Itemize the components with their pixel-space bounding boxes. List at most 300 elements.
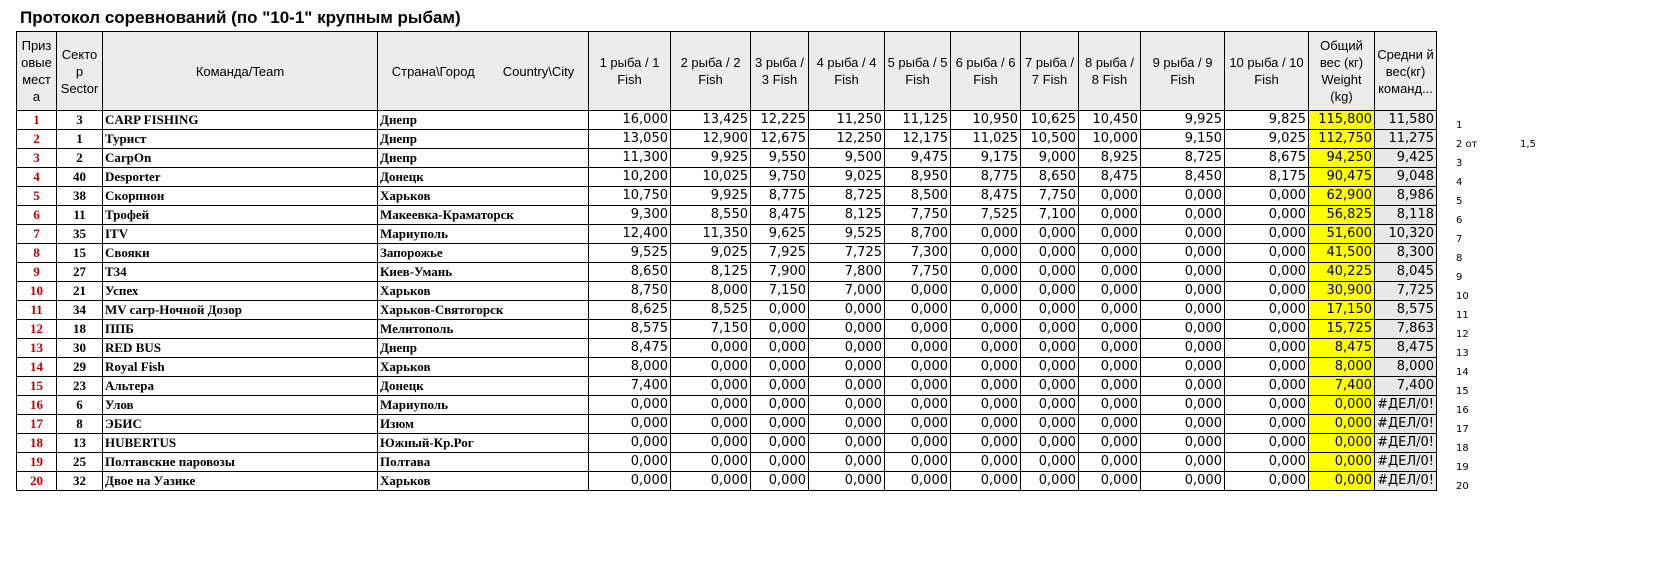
header-row bbox=[17, 32, 1437, 111]
fish-weight-cell: 7,100 bbox=[1021, 206, 1079, 225]
fish-weight-cell: 0,000 bbox=[1225, 206, 1309, 225]
side-extra-value: 1,5 bbox=[1520, 139, 1536, 150]
sector-cell: 2 bbox=[57, 149, 103, 168]
fish-weight-cell: 0,000 bbox=[1225, 434, 1309, 453]
fish-weight-cell: 9,525 bbox=[589, 244, 671, 263]
side-row bbox=[1456, 230, 1576, 249]
fish-weight-cell: 0,000 bbox=[751, 434, 809, 453]
sector-cell: 6 bbox=[57, 396, 103, 415]
total-weight-cell: 0,000 bbox=[1309, 472, 1375, 491]
place-cell: 14 bbox=[17, 358, 57, 377]
sector-cell: 35 bbox=[57, 225, 103, 244]
fish-weight-cell: 0,000 bbox=[1141, 244, 1225, 263]
city-cell: Харьков bbox=[378, 358, 589, 377]
fish-weight-cell: 0,000 bbox=[1141, 282, 1225, 301]
city-cell: Запорожье bbox=[378, 244, 589, 263]
team-cell: CARP FISHING bbox=[103, 111, 378, 130]
avg-weight-cell: 8,045 bbox=[1375, 263, 1437, 282]
fish-weight-cell: 10,200 bbox=[589, 168, 671, 187]
sector-cell: 15 bbox=[57, 244, 103, 263]
side-number: 13 bbox=[1456, 348, 1469, 359]
total-weight-cell: 17,150 bbox=[1309, 301, 1375, 320]
fish-weight-cell: 0,000 bbox=[1225, 187, 1309, 206]
city-cell: Днепр bbox=[378, 149, 589, 168]
fish-weight-cell: 0,000 bbox=[951, 377, 1021, 396]
side-number: 12 bbox=[1456, 329, 1469, 340]
fish-weight-cell: 9,025 bbox=[671, 244, 751, 263]
fish-weight-cell: 0,000 bbox=[1021, 225, 1079, 244]
col-header-city bbox=[378, 32, 589, 111]
team-cell: Royal Fish bbox=[103, 358, 378, 377]
col-header-avg-weight: Средни й вес(кг) команд... bbox=[1375, 32, 1437, 111]
fish-weight-cell: 0,000 bbox=[1021, 472, 1079, 491]
fish-weight-cell: 0,000 bbox=[1079, 339, 1141, 358]
avg-weight-cell: 9,048 bbox=[1375, 168, 1437, 187]
fish-weight-cell: 8,475 bbox=[589, 339, 671, 358]
fish-weight-cell: 0,000 bbox=[1141, 339, 1225, 358]
page-title: Протокол соревнований (по "10-1" крупным рыбам) bbox=[20, 8, 461, 27]
table-row bbox=[17, 320, 1437, 339]
place-cell: 16 bbox=[17, 396, 57, 415]
avg-weight-cell: 8,118 bbox=[1375, 206, 1437, 225]
place-cell: 4 bbox=[17, 168, 57, 187]
fish-weight-cell: 0,000 bbox=[1079, 320, 1141, 339]
side-numbers bbox=[1456, 116, 1576, 496]
fish-weight-cell: 0,000 bbox=[1021, 339, 1079, 358]
place-cell: 10 bbox=[17, 282, 57, 301]
col-header-fish-9: 9 рыба / 9 Fish bbox=[1141, 32, 1225, 111]
place-cell: 8 bbox=[17, 244, 57, 263]
fish-weight-cell: 0,000 bbox=[1141, 187, 1225, 206]
place-cell: 7 bbox=[17, 225, 57, 244]
fish-weight-cell: 9,300 bbox=[589, 206, 671, 225]
fish-weight-cell: 11,250 bbox=[809, 111, 885, 130]
fish-weight-cell: 0,000 bbox=[1225, 244, 1309, 263]
fish-weight-cell: 7,525 bbox=[951, 206, 1021, 225]
fish-weight-cell: 0,000 bbox=[1021, 415, 1079, 434]
team-cell: Скорпион bbox=[103, 187, 378, 206]
fish-weight-cell: 0,000 bbox=[1021, 282, 1079, 301]
fish-weight-cell: 0,000 bbox=[1141, 415, 1225, 434]
side-row bbox=[1456, 439, 1576, 458]
fish-weight-cell: 0,000 bbox=[1225, 396, 1309, 415]
total-weight-cell: 0,000 bbox=[1309, 396, 1375, 415]
fish-weight-cell: 9,750 bbox=[751, 168, 809, 187]
fish-weight-cell: 0,000 bbox=[1141, 453, 1225, 472]
team-cell: Альтера bbox=[103, 377, 378, 396]
fish-weight-cell: 0,000 bbox=[1225, 225, 1309, 244]
team-cell: MV carp-Ночной Дозор bbox=[103, 301, 378, 320]
fish-weight-cell: 0,000 bbox=[885, 453, 951, 472]
side-number: 19 bbox=[1456, 462, 1469, 473]
fish-weight-cell: 0,000 bbox=[1079, 187, 1141, 206]
fish-weight-cell: 8,000 bbox=[671, 282, 751, 301]
fish-weight-cell: 8,750 bbox=[589, 282, 671, 301]
fish-weight-cell: 0,000 bbox=[1021, 377, 1079, 396]
city-cell: Киев-Умань bbox=[378, 263, 589, 282]
side-number: 4 bbox=[1456, 177, 1463, 188]
fish-weight-cell: 0,000 bbox=[1141, 206, 1225, 225]
fish-weight-cell: 9,025 bbox=[1225, 130, 1309, 149]
fish-weight-cell: 8,175 bbox=[1225, 168, 1309, 187]
fish-weight-cell: 8,575 bbox=[589, 320, 671, 339]
fish-weight-cell: 9,150 bbox=[1141, 130, 1225, 149]
side-row bbox=[1456, 154, 1576, 173]
place-cell: 11 bbox=[17, 301, 57, 320]
fish-weight-cell: 8,125 bbox=[809, 206, 885, 225]
fish-weight-cell: 0,000 bbox=[951, 320, 1021, 339]
table-row bbox=[17, 225, 1437, 244]
city-cell: Донецк bbox=[378, 377, 589, 396]
fish-weight-cell: 9,525 bbox=[809, 225, 885, 244]
side-number: 3 bbox=[1456, 158, 1463, 169]
team-cell: Т34 bbox=[103, 263, 378, 282]
city-cell: Мариуполь bbox=[378, 396, 589, 415]
total-weight-cell: 56,825 bbox=[1309, 206, 1375, 225]
fish-weight-cell: 8,475 bbox=[951, 187, 1021, 206]
table-row bbox=[17, 472, 1437, 491]
sector-cell: 3 bbox=[57, 111, 103, 130]
fish-weight-cell: 7,800 bbox=[809, 263, 885, 282]
fish-weight-cell: 8,725 bbox=[1141, 149, 1225, 168]
sector-cell: 1 bbox=[57, 130, 103, 149]
col-header-fish-3: 3 рыба / 3 Fish bbox=[751, 32, 809, 111]
avg-weight-cell: #ДЕЛ/0! bbox=[1375, 472, 1437, 491]
team-cell: Свояки bbox=[103, 244, 378, 263]
fish-weight-cell: 0,000 bbox=[1079, 415, 1141, 434]
fish-weight-cell: 0,000 bbox=[1079, 396, 1141, 415]
total-weight-cell: 8,000 bbox=[1309, 358, 1375, 377]
side-number: 2 от bbox=[1456, 139, 1478, 150]
fish-weight-cell: 7,900 bbox=[751, 263, 809, 282]
place-cell: 15 bbox=[17, 377, 57, 396]
team-cell: Двое на Уазике bbox=[103, 472, 378, 491]
avg-weight-cell: 8,575 bbox=[1375, 301, 1437, 320]
city-cell: Донецк bbox=[378, 168, 589, 187]
team-cell: Трофей bbox=[103, 206, 378, 225]
fish-weight-cell: 0,000 bbox=[589, 415, 671, 434]
place-cell: 12 bbox=[17, 320, 57, 339]
side-row bbox=[1456, 382, 1576, 401]
team-cell: ППБ bbox=[103, 320, 378, 339]
side-row bbox=[1456, 173, 1576, 192]
place-cell: 5 bbox=[17, 187, 57, 206]
fish-weight-cell: 0,000 bbox=[885, 396, 951, 415]
fish-weight-cell: 0,000 bbox=[809, 358, 885, 377]
fish-weight-cell: 0,000 bbox=[1141, 301, 1225, 320]
col-header-fish-6: 6 рыба / 6 Fish bbox=[951, 32, 1021, 111]
table-row bbox=[17, 206, 1437, 225]
fish-weight-cell: 0,000 bbox=[885, 415, 951, 434]
table-row bbox=[17, 301, 1437, 320]
team-cell: ITV bbox=[103, 225, 378, 244]
fish-weight-cell: 0,000 bbox=[1021, 358, 1079, 377]
fish-weight-cell: 7,150 bbox=[671, 320, 751, 339]
col-header-place: Приз овые мест а bbox=[17, 32, 57, 111]
city-cell: Днепр bbox=[378, 130, 589, 149]
fish-weight-cell: 0,000 bbox=[1079, 244, 1141, 263]
fish-weight-cell: 9,475 bbox=[885, 149, 951, 168]
team-cell: Улов bbox=[103, 396, 378, 415]
side-row bbox=[1456, 116, 1576, 135]
city-cell: Харьков bbox=[378, 187, 589, 206]
side-number: 5 bbox=[1456, 196, 1463, 207]
avg-weight-cell: 7,725 bbox=[1375, 282, 1437, 301]
city-cell: Днепр bbox=[378, 339, 589, 358]
fish-weight-cell: 0,000 bbox=[1141, 225, 1225, 244]
fish-weight-cell: 0,000 bbox=[885, 377, 951, 396]
fish-weight-cell: 0,000 bbox=[885, 320, 951, 339]
fish-weight-cell: 0,000 bbox=[951, 434, 1021, 453]
fish-weight-cell: 8,475 bbox=[1079, 168, 1141, 187]
sector-cell: 27 bbox=[57, 263, 103, 282]
fish-weight-cell: 0,000 bbox=[751, 358, 809, 377]
sector-cell: 23 bbox=[57, 377, 103, 396]
col-header-fish-7: 7 рыба / 7 Fish bbox=[1021, 32, 1079, 111]
fish-weight-cell: 0,000 bbox=[751, 453, 809, 472]
city-cell: Днепр bbox=[378, 111, 589, 130]
avg-weight-cell: 7,400 bbox=[1375, 377, 1437, 396]
fish-weight-cell: 12,175 bbox=[885, 130, 951, 149]
city-cell: Макеевка-Краматорск bbox=[378, 206, 589, 225]
fish-weight-cell: 0,000 bbox=[1079, 453, 1141, 472]
avg-weight-cell: 8,986 bbox=[1375, 187, 1437, 206]
fish-weight-cell: 0,000 bbox=[1021, 301, 1079, 320]
fish-weight-cell: 0,000 bbox=[1225, 263, 1309, 282]
fish-weight-cell: 0,000 bbox=[751, 472, 809, 491]
fish-weight-cell: 0,000 bbox=[951, 301, 1021, 320]
fish-weight-cell: 0,000 bbox=[809, 453, 885, 472]
table-row bbox=[17, 263, 1437, 282]
total-weight-cell: 90,475 bbox=[1309, 168, 1375, 187]
sector-cell: 38 bbox=[57, 187, 103, 206]
sector-cell: 11 bbox=[57, 206, 103, 225]
fish-weight-cell: 0,000 bbox=[1225, 320, 1309, 339]
fish-weight-cell: 0,000 bbox=[1079, 358, 1141, 377]
total-weight-cell: 15,725 bbox=[1309, 320, 1375, 339]
fish-weight-cell: 0,000 bbox=[1021, 320, 1079, 339]
total-weight-cell: 40,225 bbox=[1309, 263, 1375, 282]
side-number: 9 bbox=[1456, 272, 1463, 283]
avg-weight-cell: 11,275 bbox=[1375, 130, 1437, 149]
side-row bbox=[1456, 268, 1576, 287]
fish-weight-cell: 0,000 bbox=[809, 396, 885, 415]
fish-weight-cell: 11,025 bbox=[951, 130, 1021, 149]
total-weight-cell: 112,750 bbox=[1309, 130, 1375, 149]
fish-weight-cell: 0,000 bbox=[751, 320, 809, 339]
fish-weight-cell: 8,500 bbox=[885, 187, 951, 206]
side-number: 8 bbox=[1456, 253, 1463, 264]
side-number: 14 bbox=[1456, 367, 1469, 378]
table-row bbox=[17, 282, 1437, 301]
fish-weight-cell: 0,000 bbox=[1079, 206, 1141, 225]
table-row bbox=[17, 339, 1437, 358]
side-number: 10 bbox=[1456, 291, 1469, 302]
fish-weight-cell: 0,000 bbox=[885, 339, 951, 358]
total-weight-cell: 51,600 bbox=[1309, 225, 1375, 244]
fish-weight-cell: 12,250 bbox=[809, 130, 885, 149]
fish-weight-cell: 10,500 bbox=[1021, 130, 1079, 149]
fish-weight-cell: 0,000 bbox=[589, 396, 671, 415]
fish-weight-cell: 10,450 bbox=[1079, 111, 1141, 130]
fish-weight-cell: 11,125 bbox=[885, 111, 951, 130]
avg-weight-cell: 8,300 bbox=[1375, 244, 1437, 263]
avg-weight-cell: 8,475 bbox=[1375, 339, 1437, 358]
fish-weight-cell: 10,625 bbox=[1021, 111, 1079, 130]
fish-weight-cell: 0,000 bbox=[1225, 358, 1309, 377]
fish-weight-cell: 10,025 bbox=[671, 168, 751, 187]
fish-weight-cell: 0,000 bbox=[751, 301, 809, 320]
col-header-fish-5: 5 рыба / 5 Fish bbox=[885, 32, 951, 111]
fish-weight-cell: 0,000 bbox=[1141, 320, 1225, 339]
total-weight-cell: 0,000 bbox=[1309, 415, 1375, 434]
fish-weight-cell: 8,125 bbox=[671, 263, 751, 282]
city-cell: Харьков bbox=[378, 282, 589, 301]
fish-weight-cell: 9,925 bbox=[671, 149, 751, 168]
fish-weight-cell: 0,000 bbox=[1225, 282, 1309, 301]
fish-weight-cell: 0,000 bbox=[951, 339, 1021, 358]
fish-weight-cell: 9,175 bbox=[951, 149, 1021, 168]
fish-weight-cell: 0,000 bbox=[1079, 301, 1141, 320]
place-cell: 3 bbox=[17, 149, 57, 168]
sector-cell: 21 bbox=[57, 282, 103, 301]
total-weight-cell: 41,500 bbox=[1309, 244, 1375, 263]
fish-weight-cell: 0,000 bbox=[951, 358, 1021, 377]
fish-weight-cell: 10,000 bbox=[1079, 130, 1141, 149]
fish-weight-cell: 12,400 bbox=[589, 225, 671, 244]
col-header-fish-8: 8 рыба / 8 Fish bbox=[1079, 32, 1141, 111]
fish-weight-cell: 0,000 bbox=[1225, 415, 1309, 434]
total-weight-cell: 115,800 bbox=[1309, 111, 1375, 130]
team-cell: CarpOn bbox=[103, 149, 378, 168]
fish-weight-cell: 8,775 bbox=[951, 168, 1021, 187]
col-header-fish-10: 10 рыба / 10 Fish bbox=[1225, 32, 1309, 111]
fish-weight-cell: 9,000 bbox=[1021, 149, 1079, 168]
team-cell: Полтавские паровозы bbox=[103, 453, 378, 472]
sector-cell: 25 bbox=[57, 453, 103, 472]
fish-weight-cell: 13,050 bbox=[589, 130, 671, 149]
fish-weight-cell: 0,000 bbox=[809, 415, 885, 434]
sector-cell: 8 bbox=[57, 415, 103, 434]
fish-weight-cell: 0,000 bbox=[671, 453, 751, 472]
city-cell: Мариуполь bbox=[378, 225, 589, 244]
place-cell: 1 bbox=[17, 111, 57, 130]
fish-weight-cell: 0,000 bbox=[751, 396, 809, 415]
fish-weight-cell: 8,525 bbox=[671, 301, 751, 320]
table-row bbox=[17, 415, 1437, 434]
fish-weight-cell: 0,000 bbox=[1079, 282, 1141, 301]
fish-weight-cell: 0,000 bbox=[1079, 263, 1141, 282]
table-row bbox=[17, 358, 1437, 377]
table-row bbox=[17, 168, 1437, 187]
fish-weight-cell: 9,925 bbox=[671, 187, 751, 206]
fish-weight-cell: 12,900 bbox=[671, 130, 751, 149]
col-header-fish-4: 4 рыба / 4 Fish bbox=[809, 32, 885, 111]
sector-cell: 34 bbox=[57, 301, 103, 320]
fish-weight-cell: 0,000 bbox=[809, 472, 885, 491]
fish-weight-cell: 0,000 bbox=[1021, 453, 1079, 472]
total-weight-cell: 62,900 bbox=[1309, 187, 1375, 206]
side-row bbox=[1456, 344, 1576, 363]
team-cell: RED BUS bbox=[103, 339, 378, 358]
fish-weight-cell: 0,000 bbox=[589, 472, 671, 491]
fish-weight-cell: 8,775 bbox=[751, 187, 809, 206]
fish-weight-cell: 9,625 bbox=[751, 225, 809, 244]
total-weight-cell: 8,475 bbox=[1309, 339, 1375, 358]
table-row bbox=[17, 453, 1437, 472]
table-row bbox=[17, 377, 1437, 396]
fish-weight-cell: 9,550 bbox=[751, 149, 809, 168]
total-weight-cell: 94,250 bbox=[1309, 149, 1375, 168]
fish-weight-cell: 0,000 bbox=[1141, 377, 1225, 396]
table-row bbox=[17, 111, 1437, 130]
fish-weight-cell: 0,000 bbox=[1021, 263, 1079, 282]
place-cell: 20 bbox=[17, 472, 57, 491]
fish-weight-cell: 7,300 bbox=[885, 244, 951, 263]
fish-weight-cell: 0,000 bbox=[1225, 339, 1309, 358]
results-table bbox=[16, 31, 1437, 491]
fish-weight-cell: 0,000 bbox=[1079, 377, 1141, 396]
side-number: 15 bbox=[1456, 386, 1469, 397]
table-row bbox=[17, 149, 1437, 168]
table-row bbox=[17, 396, 1437, 415]
side-number: 20 bbox=[1456, 481, 1469, 492]
place-cell: 18 bbox=[17, 434, 57, 453]
place-cell: 9 bbox=[17, 263, 57, 282]
side-row bbox=[1456, 287, 1576, 306]
fish-weight-cell: 8,550 bbox=[671, 206, 751, 225]
fish-weight-cell: 0,000 bbox=[671, 472, 751, 491]
side-row bbox=[1456, 477, 1576, 496]
fish-weight-cell: 8,475 bbox=[751, 206, 809, 225]
side-number: 7 bbox=[1456, 234, 1463, 245]
side-row bbox=[1456, 306, 1576, 325]
fish-weight-cell: 0,000 bbox=[671, 396, 751, 415]
fish-weight-cell: 0,000 bbox=[671, 415, 751, 434]
fish-weight-cell: 7,925 bbox=[751, 244, 809, 263]
fish-weight-cell: 0,000 bbox=[809, 301, 885, 320]
avg-weight-cell: 9,425 bbox=[1375, 149, 1437, 168]
col-header-fish-1: 1 рыба / 1 Fish bbox=[589, 32, 671, 111]
avg-weight-cell: #ДЕЛ/0! bbox=[1375, 453, 1437, 472]
avg-weight-cell: #ДЕЛ/0! bbox=[1375, 396, 1437, 415]
col-header-fish-2: 2 рыба / 2 Fish bbox=[671, 32, 751, 111]
fish-weight-cell: 0,000 bbox=[1225, 377, 1309, 396]
side-row bbox=[1456, 401, 1576, 420]
fish-weight-cell: 7,725 bbox=[809, 244, 885, 263]
fish-weight-cell: 0,000 bbox=[1079, 434, 1141, 453]
place-cell: 13 bbox=[17, 339, 57, 358]
fish-weight-cell: 0,000 bbox=[885, 434, 951, 453]
fish-weight-cell: 8,000 bbox=[589, 358, 671, 377]
avg-weight-cell: #ДЕЛ/0! bbox=[1375, 434, 1437, 453]
fish-weight-cell: 0,000 bbox=[951, 225, 1021, 244]
city-cell: Изюм bbox=[378, 415, 589, 434]
city-cell: Полтава bbox=[378, 453, 589, 472]
table-row bbox=[17, 244, 1437, 263]
place-cell: 19 bbox=[17, 453, 57, 472]
city-cell: Южный-Кр.Рог bbox=[378, 434, 589, 453]
fish-weight-cell: 0,000 bbox=[751, 377, 809, 396]
fish-weight-cell: 0,000 bbox=[671, 377, 751, 396]
fish-weight-cell: 0,000 bbox=[885, 472, 951, 491]
fish-weight-cell: 16,000 bbox=[589, 111, 671, 130]
fish-weight-cell: 8,625 bbox=[589, 301, 671, 320]
fish-weight-cell: 0,000 bbox=[1141, 396, 1225, 415]
fish-weight-cell: 7,750 bbox=[1021, 187, 1079, 206]
fish-weight-cell: 8,925 bbox=[1079, 149, 1141, 168]
fish-weight-cell: 7,750 bbox=[885, 206, 951, 225]
